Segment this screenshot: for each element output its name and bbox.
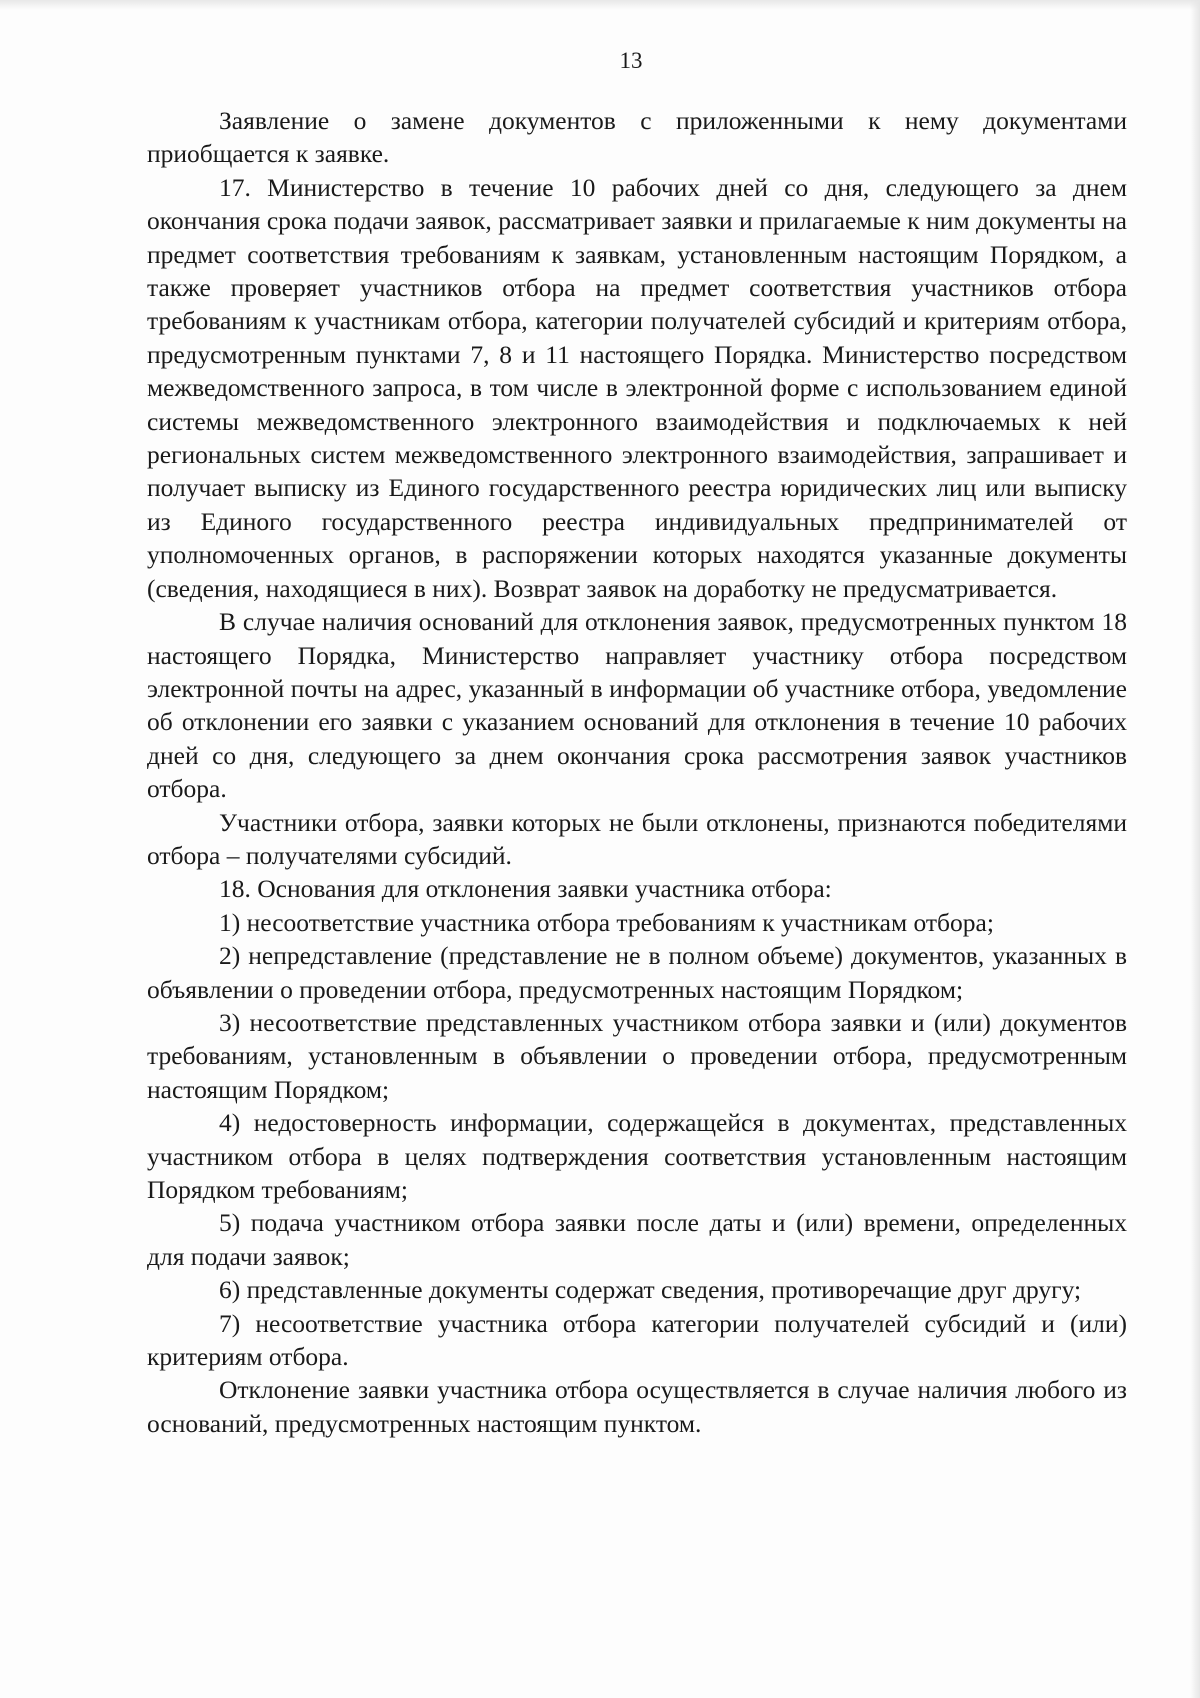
paragraph-replacement-docs: Заявление о замене документов с приложенными к нему документами приобщается к заявке. <box>147 106 1127 169</box>
paragraph-18-heading: 18. Основания для отклонения заявки участника отбора: <box>219 874 832 904</box>
list-item-5: 5) подача участником отбора заявки после даты и (или) времени, определенных для подачи заявок; <box>147 1208 1127 1271</box>
list-item-2: 2) непредставление (представление не в полном объеме) документов, указанных в объявлении о проведении отбора, предусмотренных настоящим Порядком; <box>147 941 1127 1004</box>
scan-edge-top <box>0 0 1200 10</box>
paragraph-rejection-notice: В случае наличия оснований для отклонения заявок, предусмотренных пунктом 18 настоящего Порядка, Министерство направляет участнику отбора посредством электронной почты на адрес, указанный в информации об участнике отбора, уведомление об отклонении его заявки с указанием оснований для отклонения в течение 10 рабочих дней со дня, следующего за днем окончания срока рассмотрения заявок участников отбора. <box>147 607 1127 804</box>
paragraph-17: 17. Министерство в течение 10 рабочих дней со дня, следующего за днем окончания срока подачи заявок, рассматривает заявки и прилагаемые к ним документы на предмет соответствия требованиям к заявкам, установленным настоящим Порядком, а также проверяет участников отбора на предмет соответствия участников отбора требованиям к участникам отбора, категории получателей субсидий и критериям отбора, предусмотренным пунктами 7, 8 и 11 настоящего Порядка. Министерство посредством межведомственного запроса, в том числе в электронной форме с использованием единой системы межведомственного электронного взаимодействия и подключаемых к ней региональных систем межведомственного электронного взаимодействия, запрашивает и получает выписку из Единого государственного реестра юридических лиц или выписку из Единого государственного реестра индивидуальных предпринимателей от уполномоченных органов, в распоряжении которых находятся указанные документы (сведения, находящиеся в них). Возврат заявок на доработку не предусматривается. <box>147 172 1127 603</box>
document-body <box>147 104 1127 1440</box>
list-item-6: 6) представленные документы содержат сведения, противоречащие друг другу; <box>219 1275 1082 1305</box>
list-item-7: 7) несоответствие участника отбора категории получателей субсидий и (или) критериям отбора. <box>147 1308 1127 1372</box>
list-item-3: 3) несоответствие представленных участником отбора заявки и (или) документов требованиям, установленным в объявлении о проведении отбора, предусмотренным настоящим Порядком; <box>147 1007 1127 1104</box>
list-item-4: 4) недостоверность информации, содержащейся в документах, представленных участником отбора в целях подтверждения соответствия установленным настоящим Порядком требованиям; <box>147 1108 1127 1204</box>
scan-edge-right <box>1190 0 1200 1698</box>
page-number: 13 <box>619 48 643 73</box>
list-item-1: 1) несоответствие участника отбора требованиям к участникам отбора; <box>219 907 994 937</box>
paragraph-winners: Участники отбора, заявки которых не были отклонены, признаются победителями отбора – получателями субсидий. <box>147 807 1127 870</box>
paragraph-closing: Отклонение заявки участника отбора осуществляется в случае наличия любого из оснований, предусмотренных настоящим пунктом. <box>147 1375 1127 1438</box>
